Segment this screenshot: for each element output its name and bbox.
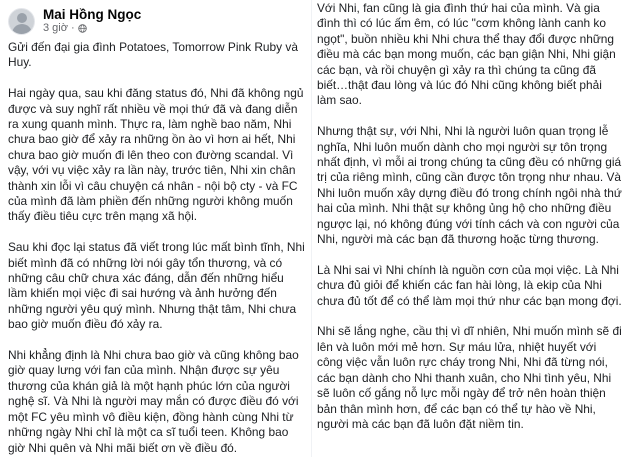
author-name[interactable]: Mai Hồng Ngọc [43,7,142,22]
post-paragraph: Nhi khẳng định là Nhi chưa bao giờ và cũng không bao giờ quay lưng với fan của mình. Nhận được sự yêu thương của khán giả là một hạnh phúc lớn của người nghệ sĩ. Và Nhi là người may mắn có được điều đó với một FC yêu mình vô điều kiện, đồng hành cùng Nhi từ những ngày Nhi chỉ là một ca sĩ tuổi teen. Không bao giờ Nhi quên và Nhi mãi biết ơn về điều đó. [8,348,299,455]
avatar-head [17,13,27,23]
post-body-right-column [317,1,622,448]
avatar[interactable] [8,8,35,35]
post-time-row [43,22,141,35]
post-meta [43,7,141,35]
post-paragraph: Nhi sẽ lắng nghe, cầu thị vì dĩ nhiên, Nhi muốn mình sẽ đi lên và luôn mới mẻ hơn. Sự máu lửa, nhiệt huyết với công việc vẫn luôn rực cháy trong Nhi, Nhi đã từng nói, các bạn dành cho Nhi thanh xuân, cho Nhi tình yêu, Nhi sẽ luôn cố gắng nỗ lực mỗi ngày để trở nên hoàn thiện bản thân mình hơn, để các bạn có thể tự hào về Nhi, người mà các bạn đã luôn đặt niềm tin. [317,324,622,431]
post-paragraph: Với Nhi, fan cũng là gia đình thứ hai của mình. Và gia đình thì có lúc ấm êm, có lúc "cơm không lành canh ko ngọt", buồn nhiều khi Nhi chưa thể thay đổi được những điều mà các bạn mong muốn, các bạn giận Nhi, Nhi giận các bạn, và rồi chuyện gì xảy ra thì chúng ta cũng đã biết…thật đau lòng và lúc đó Nhi cũng không biết phải làm sao. [317,1,616,108]
time-separator: · [70,22,75,34]
globe-icon[interactable] [78,24,87,33]
post-paragraph: Gửi đến đại gia đình Potatoes, Tomorrow Pink Ruby và Huy. [8,40,298,70]
post-time[interactable]: 3 giờ [43,22,68,34]
post-body-left-column [8,40,306,457]
column-divider [311,0,312,457]
post-paragraph: Nhưng thật sự, với Nhi, Nhi là người luôn quan trọng lễ nghĩa, Nhi luôn muốn dành cho mọi người sự tôn trọng nhất định, vì mỗi ai trong chúng ta cũng đều có những giá trị của riêng mình, cũng cần được tôn trọng như nhau. Và Nhi luôn muốn xây dựng điều đó trong chính ngôi nhà thứ hai của mình. Nhi thật sự không ủng hộ cho những điều ngược lại, nó không đúng với tính cách và con người của Nhi, người mà các bạn đã thương hoặc từng thương. [317,124,622,247]
avatar-body [12,24,32,35]
post-paragraph: Hai ngày qua, sau khi đăng status đó, Nhi đã không ngủ được và suy nghĩ rất nhiều về mọi thứ đã và đang diễn ra xung quanh mình. Thực ra, làm nghề bao năm, Nhi chưa bao giờ để xảy ra những ồn ào vì hơn ai hết, Nhi chưa bao giờ muốn đi lên theo con đường scandal. Vì vậy, với vụ việc xảy ra lần này, trước tiên, Nhi xin chân thành xin lỗi vì câu chuyện cá nhân - nội bộ cty - và FC của mình đã làm phiền đến những người không muốn thấy điều tiêu cực trên mạng xã hội. [8,86,304,224]
post-header [8,6,141,36]
post-paragraph: Là Nhi sai vì Nhi chính là nguồn cơn của mọi việc. Là Nhi chưa đủ giỏi để khiến các fan hài lòng, là ekip của Nhi chưa đủ tốt để có thể làm mọi thứ như các bạn mong đợi. [317,262,622,308]
post-paragraph: Sau khi đọc lại status đã viết trong lúc mất bình tĩnh, Nhi biết mình đã có những lời nói gây tổn thương, và có những câu chữ chưa xác đáng, dẫn đến những hiểu lầm khiến mọi việc đi sai hướng và ảnh hưởng đến những người yêu quý mình. Nhưng thật tâm, Nhi chưa bao giờ muốn điều đó xảy ra. [8,240,305,332]
